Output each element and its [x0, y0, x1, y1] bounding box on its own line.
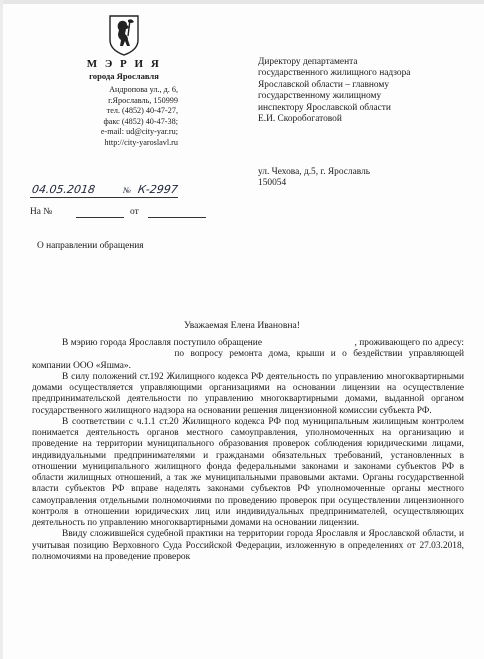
recipient-line: государственного жилищного надзора	[258, 68, 411, 79]
sender-phone: тел. (4852) 40-47-27,	[106, 106, 178, 116]
reference-no-blank	[76, 217, 124, 218]
sender-organization	[64, 58, 184, 82]
recipient-line: государственному жилищному	[258, 91, 382, 102]
body-text: , проживающего по адресу:	[354, 338, 464, 348]
org-name: М Э Р И Я	[86, 58, 162, 70]
body-paragraph	[32, 338, 464, 372]
sender-website: http://city-yaroslavl.ru	[104, 137, 178, 147]
letter-body	[32, 338, 464, 563]
reference-no-label: На №	[30, 207, 53, 217]
recipient-postcode: 150054	[258, 178, 287, 189]
registration-date: 04.05.2018	[31, 183, 96, 196]
recipient-line: Директору департамента	[258, 57, 358, 67]
sender-address	[70, 85, 178, 149]
salutation: Уважаемая Елена Ивановна!	[184, 320, 300, 331]
letter-subject: О направлении обращения	[37, 241, 144, 251]
sender-fax: факс (4852) 40-47-38;	[103, 116, 178, 126]
reference-from-label: от	[130, 207, 139, 217]
body-paragraph: В соответствии с ч.1.1 ст.20 Жилищного кодекса РФ под муниципальным жилищным контролем понимается деятельность органов местного самоуправления, уполномоченных на организацию и проведение на территории муниципального образования проверок соблюдения юридическими лицами, индивидуальными предпринимателями и гражданами обязательных требований, установленных в отношении муниципального жилищного фонда федеральными законами и законами субъектов РФ в области жилищных отношений, а так же муниципальными правовыми актами. Органы государственной власти субъектов РФ вправе наделять законами субъектов РФ уполномоченные органы местного самоуправления отдельными полномочиями по проведению проверок при осуществлении лицензионного контроля в отношении юридических лиц или индивидуальных предпринимателей, осуществляющих деятельность по управлению многоквартирными домами на основании лицензии.	[32, 416, 464, 528]
recipient-name: Е.И. Скоробогатовой	[258, 114, 342, 125]
recipient-block	[258, 57, 468, 125]
reference-line	[30, 207, 220, 221]
sender-address-line: г.Ярославль, 150999	[108, 95, 178, 105]
sender-email: e-mail: ud@city-yar.ru;	[100, 127, 178, 137]
scan-edge-top	[0, 0, 484, 4]
sender-address-line: Андропова ул., д. 6,	[109, 85, 178, 94]
recipient-line: Ярославской области – главному	[258, 79, 390, 90]
registration-no-label: №	[123, 185, 132, 195]
recipient-line: инспектору Ярославской области	[258, 102, 391, 113]
reference-date-blank	[148, 217, 206, 218]
body-paragraph: Ввиду сложившейся судебной практики на территории города Ярославля и Ярославской области, и учитывая позицию Верховного Суда Российской Федерации, изложенную в определениях от 27.03.2018, полномочиями на проведение проверок	[32, 529, 464, 562]
body-text: по вопросу ремонта дома, крыши и о бездействии управляющей компании ООО «Яшма».	[32, 349, 465, 371]
body-paragraph: В силу положений ст.192 Жилищного кодекса РФ деятельность по управлению многоквартирными домами осуществляется управляющими организациями на основании лицензии на осуществление предпринимательской деятельности по управлению многоквартирными домами, выданной органом государственного жилищного надзора на основании решения лицензионной комиссии субъекта РФ.	[32, 371, 464, 416]
recipient-address-line: ул. Чехова, д.5, г. Ярославль	[258, 167, 371, 177]
registration-underline	[30, 197, 178, 198]
recipient-address	[258, 167, 468, 190]
registration-line	[30, 181, 215, 201]
org-city: города Ярославля	[89, 71, 159, 81]
body-text: В мэрию города Ярославля поступило обращение	[62, 338, 262, 348]
registration-number: К-2997	[137, 183, 179, 196]
coat-of-arms-icon	[108, 14, 140, 56]
